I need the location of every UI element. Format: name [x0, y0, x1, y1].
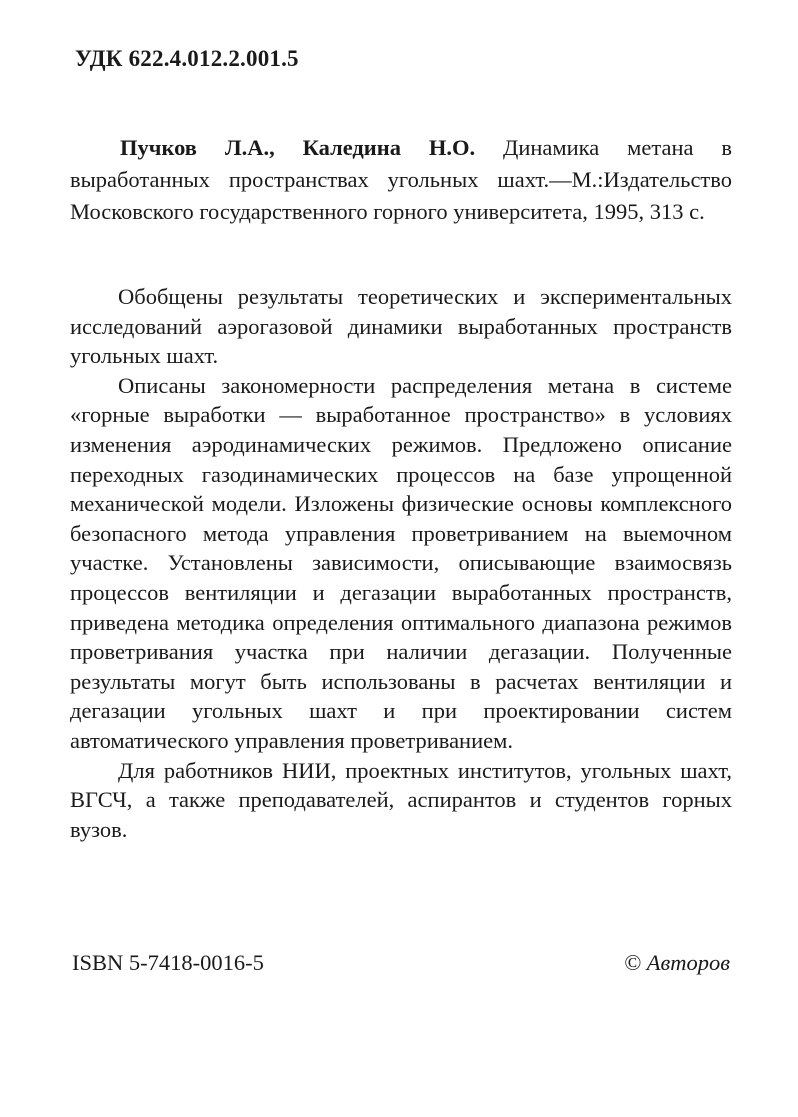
citation-authors: Пучков Л.А., Каледина Н.О. [120, 135, 476, 160]
audience-paragraph: Для работников НИИ, проектных институтов, угольных шахт, ВГСЧ, а также преподавателей, аспирантов и студентов горных вузов. [70, 757, 732, 842]
isbn-number: ISBN 5-7418-0016-5 [72, 950, 264, 975]
udk-classification: УДК 622.4.012.2.001.5 [75, 46, 299, 71]
abstract-paragraph: Описаны закономерности распределения метана в системе «горные выработки — выработанное пространство» в условиях изменения аэродинамических режимов. Предложено описание переходных газодинамических процессов на базе упрощенной механической модели. Изложены физические основы комплексного безопасного метода управления проветриванием на выемочном участке. Установлены зависимости, описывающие взаимосвязь процессов вентиляции и дегазации выработанных пространств, приведена методика определения оптимального диапазона режимов проветривания участка при наличии дегазации. Полученные результаты могут быть использованы в расчетах вентиляции и дегазации угольных шахт и при проектировании систем автоматического управления проветриванием. [70, 372, 732, 753]
copyright-notice: © Авторов [624, 950, 730, 975]
abstract [70, 282, 732, 844]
bibliographic-citation [70, 132, 732, 228]
citation-details: Динамика метана в выработанных пространствах угольных шахт.—М.:Издательство Московского государственного горного университета, 1995, 313 с. [70, 135, 732, 224]
abstract-paragraph: Обобщены результаты теоретических и экспериментальных исследований аэрогазовой динамики выработанных пространств угольных шахт. [70, 284, 732, 369]
